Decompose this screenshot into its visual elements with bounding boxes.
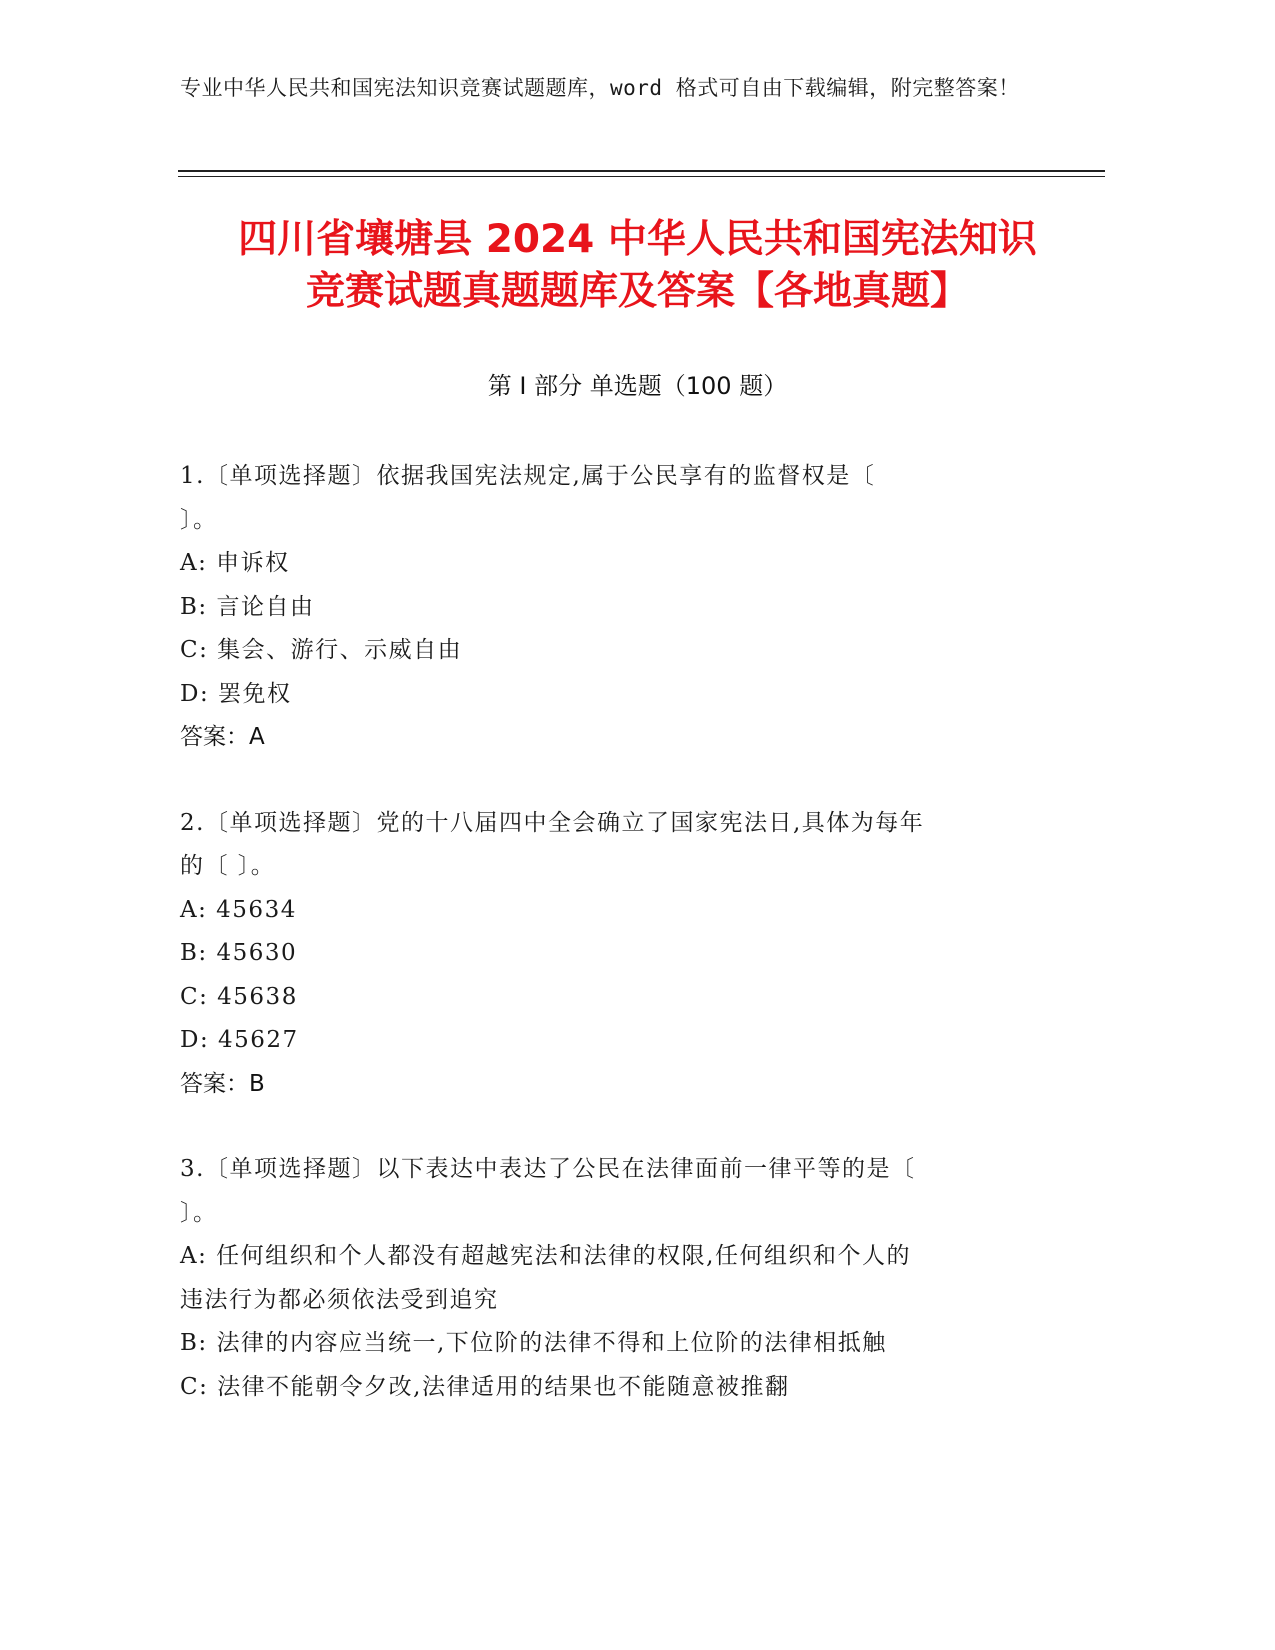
question-stem: 2.〔单项选择题〕党的十八届四中全会确立了国家宪法日,具体为每年 <box>180 809 925 836</box>
document-title <box>160 214 1115 318</box>
question-3 <box>180 1148 1040 1409</box>
option-a: A: 任何组织和个人都没有超越宪法和法律的权限,任何组织和个人的 <box>180 1243 911 1269</box>
option-d: D: 罢免权 <box>180 680 292 707</box>
answer-line: 答案：A <box>180 724 265 750</box>
title-line-2: 竞赛试题真题题库及答案【各地真题】 <box>305 269 969 314</box>
title-line-1: 四川省壤塘县 2024 中华人民共和国宪法知识 <box>238 217 1037 262</box>
option-c: C: 法律不能朝令夕改,法律适用的结果也不能随意被推翻 <box>180 1373 790 1400</box>
option-a-continued: 违法行为都必须依法受到追究 <box>180 1286 499 1313</box>
question-stem-continued: 的〔 〕。 <box>180 853 276 879</box>
question-list <box>180 455 1040 1451</box>
header-rule-thick <box>178 170 1105 172</box>
question-stem: 1.〔单项选择题〕依据我国宪法规定,属于公民享有的监督权是〔 <box>180 463 876 489</box>
option-d: D: 45627 <box>180 1027 299 1053</box>
header-rule-thin <box>178 176 1105 177</box>
answer-line: 答案：B <box>180 1070 265 1097</box>
section-heading: 第 I 部分 单选题（100 题） <box>487 372 788 400</box>
question-stem: 3.〔单项选择题〕以下表达中表达了公民在法律面前一律平等的是〔 <box>180 1156 916 1182</box>
option-b: B: 言论自由 <box>180 593 315 620</box>
header-note: 专业中华人民共和国宪法知识竞赛试题题库，word 格式可自由下载编辑，附完整答案！ <box>180 76 1020 100</box>
option-a: A: 申诉权 <box>180 550 290 576</box>
question-stem-continued: 〕。 <box>180 506 218 533</box>
option-c: C: 集会、游行、示威自由 <box>180 637 463 663</box>
option-a: A: 45634 <box>180 896 297 923</box>
option-c: C: 45638 <box>180 983 298 1010</box>
question-stem-continued: 〕。 <box>180 1199 218 1226</box>
option-b: B: 45630 <box>180 940 298 966</box>
question-2 <box>180 802 1040 1107</box>
question-1 <box>180 455 1040 760</box>
option-b: B: 法律的内容应当统一,下位阶的法律不得和上位阶的法律相抵触 <box>180 1330 887 1356</box>
